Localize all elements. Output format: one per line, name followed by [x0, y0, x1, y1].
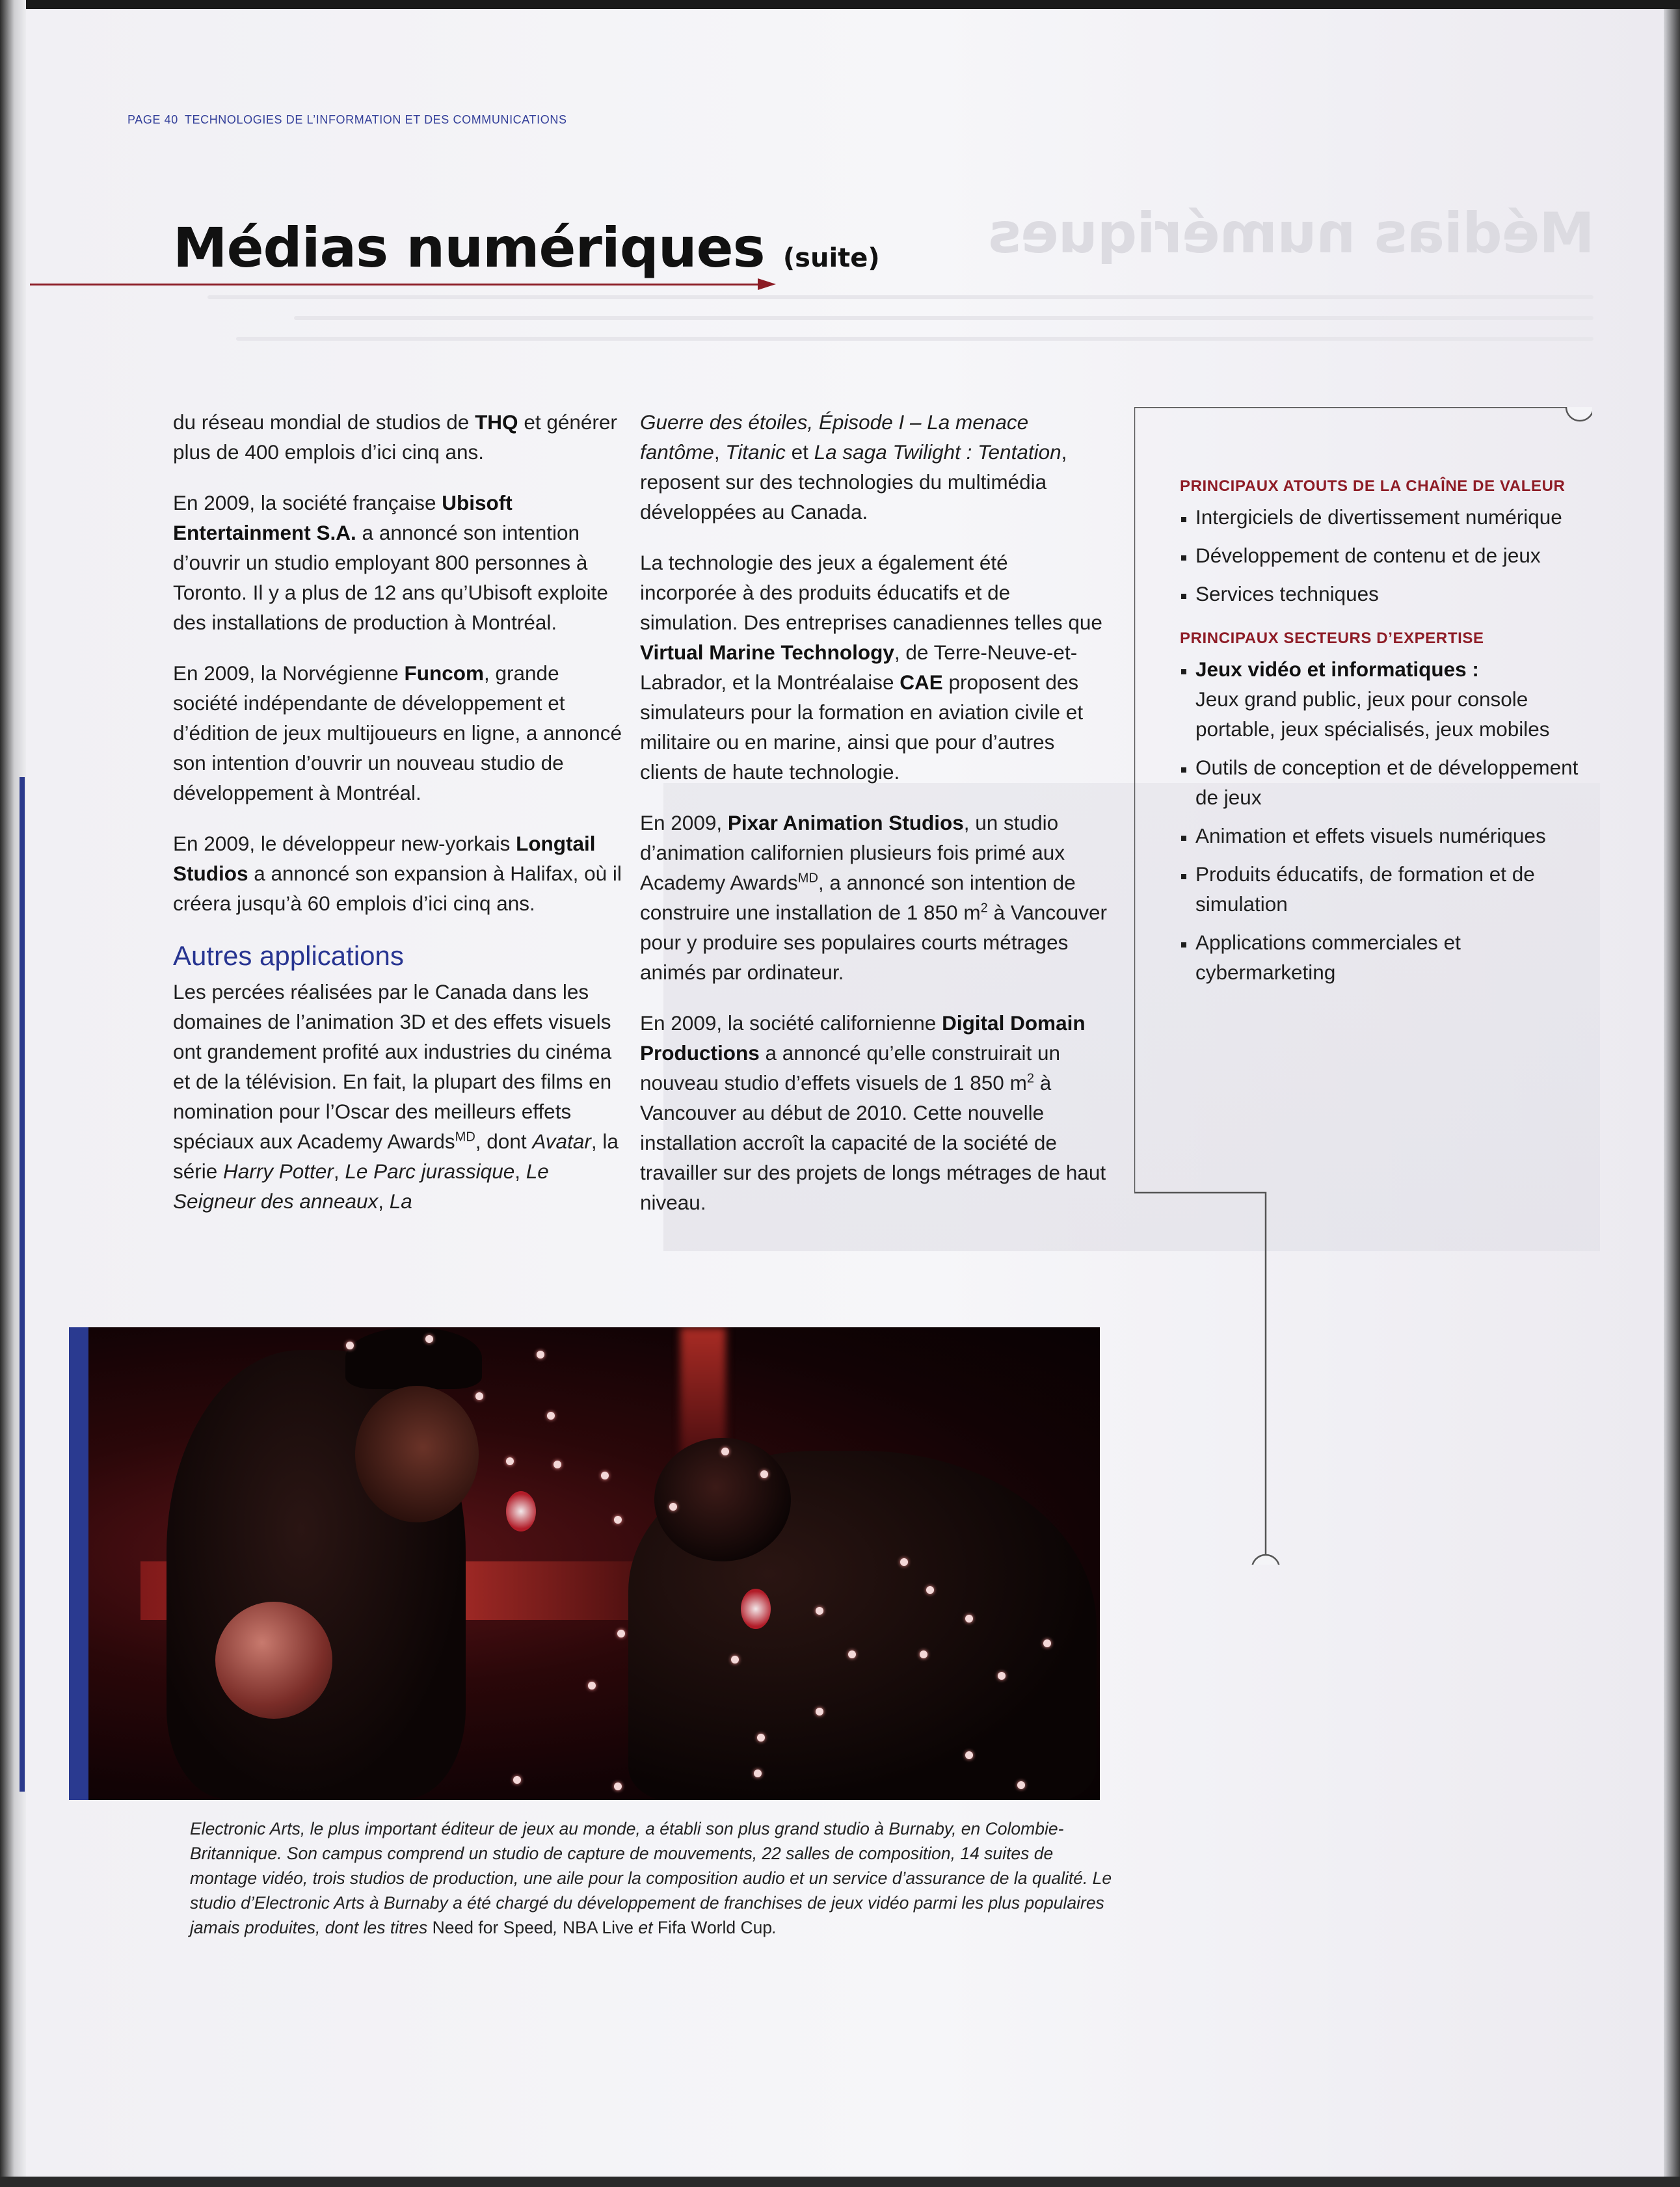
list-item: Animation et effets visuels numériques: [1180, 821, 1596, 851]
company-name: Virtual Marine Technology: [640, 641, 894, 664]
mocap-badge-icon: [506, 1491, 536, 1531]
text-run: , dont: [475, 1130, 533, 1153]
game-title: Fifa World Cup: [657, 1918, 773, 1937]
photo-ball: [215, 1602, 332, 1719]
mocap-marker: [617, 1630, 625, 1637]
paragraph: [640, 808, 1108, 987]
section-title: TECHNOLOGIES DE L’INFORMATION ET DES COMMUNICATIONS: [184, 113, 567, 126]
text-column-2: [640, 407, 1108, 1238]
game-title: NBA Live: [563, 1918, 634, 1937]
text-run: En 2009, le développeur new-yorkais: [173, 832, 516, 855]
list-item-detail: Jeux grand public, jeux pour console portable, jeux spécialisés, jeux mobiles: [1195, 687, 1550, 741]
spine-blue-stripe: [20, 777, 25, 1792]
film-title: Avatar: [532, 1130, 591, 1153]
text-run: du réseau mondial de studios de: [173, 410, 475, 434]
exponent: 2: [1026, 1071, 1034, 1086]
sidebar-heading-expertise: PRINCIPAUX SECTEURS D’EXPERTISE: [1180, 630, 1484, 647]
list-item: Services techniques: [1180, 579, 1596, 609]
text-run: , a annoncé son intention de construire une installation de 1 850 m: [640, 871, 1076, 924]
mocap-marker: [588, 1682, 596, 1690]
text-run: et générer plus de 400 emplois d’ici cinq ans.: [173, 410, 617, 464]
mocap-marker: [998, 1672, 1006, 1680]
list-item: Applications commerciales et cybermarketing: [1180, 927, 1596, 987]
title-underline: [30, 284, 768, 285]
film-title: La: [389, 1189, 412, 1213]
list-item: Outils de conception et de développement de jeux: [1180, 752, 1596, 812]
mocap-marker: [848, 1650, 856, 1658]
page-title-suffix: (suite): [782, 243, 880, 273]
text-run: , reposent sur des technologies du multimédia développées au Canada.: [640, 440, 1067, 524]
paragraph: [173, 488, 628, 637]
mocap-marker: [1043, 1639, 1051, 1647]
sidebar-heading-value-chain: PRINCIPAUX ATOUTS DE LA CHAÎNE DE VALEUR: [1180, 477, 1566, 495]
text-run: , la série: [173, 1130, 619, 1183]
page-title: [173, 216, 880, 280]
company-name: Longtail Studios: [173, 832, 596, 885]
text-run: ,: [333, 1160, 345, 1183]
paragraph: [173, 407, 628, 467]
film-title: Harry Potter: [223, 1160, 334, 1183]
company-name: CAE: [900, 670, 943, 694]
section-heading: Autres applications: [173, 940, 404, 971]
mocap-marker: [754, 1769, 762, 1777]
company-name: Pixar Animation Studios: [727, 811, 964, 834]
list-item: Intergiciels de divertissement numérique: [1180, 502, 1596, 532]
text-run: et: [785, 440, 814, 464]
list-item: Produits éducatifs, de formation et de simulation: [1180, 859, 1596, 919]
text-run: Les percées réalisées par le Canada dans les domaines de l’animation 3D et des effets visuels ont grandement profité aux industries du cinéma et de la télévision. En fait, la plupart des films en nomination pour l’Oscar des meilleurs effets spéciaux aux Academy Awards: [173, 980, 612, 1153]
mocap-marker: [731, 1656, 739, 1663]
company-name: Digital Domain Productions: [640, 1011, 1086, 1065]
connector-circle-bottom: [1252, 1555, 1279, 1565]
mocap-marker: [547, 1412, 555, 1420]
mocap-marker: [1017, 1781, 1025, 1789]
text-run: , de Terre-Neuve-et-Labrador, et la Montréalaise: [640, 641, 1078, 694]
mocap-marker: [816, 1607, 823, 1615]
text-run: a annoncé son expansion à Halifax, où il créera jusqu’à 60 emplois d’ici cinq ans.: [173, 862, 622, 915]
mocap-marker: [346, 1342, 354, 1349]
text-run: , un studio d’animation californien plusieurs fois primé aux Academy Awards: [640, 811, 1065, 894]
text-column-1: [173, 407, 628, 1237]
text-run: a annoncé son intention d’ouvrir un studio employant 800 personnes à Toronto. Il y a plus de 12 ans qu’Ubisoft exploite des installations de production à Montréal.: [173, 521, 608, 634]
text-run: ,: [514, 1160, 526, 1183]
text-run: La technologie des jeux a également été incorporée à des produits éducatifs et de simulation. Des entreprises canadiennes telles que: [640, 551, 1102, 634]
photo-caption: [190, 1816, 1113, 1940]
film-title: Le Seigneur des anneaux: [173, 1160, 549, 1213]
expertise-list: [1180, 654, 1596, 987]
text-run: En 2009, la société française: [173, 491, 442, 514]
text-run: à Vancouver au début de 2010. Cette nouvelle installation accroît la capacité de la société de travailler sur des projets de longs métrages de haut niveau.: [640, 1071, 1106, 1214]
list-item-heading: Jeux vidéo et informatiques :: [1195, 657, 1479, 681]
text-run: En 2009, la société californienne: [640, 1011, 942, 1035]
mocap-marker: [760, 1470, 768, 1478]
game-title: Need for Speed: [432, 1918, 553, 1937]
caption-text: et: [633, 1918, 658, 1937]
mocap-marker: [900, 1558, 908, 1566]
text-run: à Vancouver pour y produire ses populaires courts métrages animés par ordinateur.: [640, 901, 1107, 984]
show-through-lines: [150, 295, 1593, 358]
text-run: proposent des simulateurs pour la formation en aviation civile et militaire ou en marine, ainsi que pour d’autres clients de haute technologie.: [640, 670, 1084, 784]
caption-text: Electronic Arts, le plus important éditeur de jeux au monde, a établi son plus grand studio à Burnaby, en Colombie-Britannique. Son campus comprend un studio de capture de mouvements, 22 salles de composition, 14 suites de montage vidéo, trois studios de production, une aile pour la composition audio et un service d’assurance de la qualité. Le studio d’Electronic Arts à Burnaby a été chargé du développement de franchises de jeux vidéo parmi les plus populaires jamais produites, dont les titres: [190, 1819, 1112, 1937]
mocap-marker: [425, 1335, 433, 1343]
text-run: En 2009,: [640, 811, 728, 834]
paragraph: [640, 1008, 1108, 1217]
page-title-main: Médias numériques: [173, 216, 765, 280]
trademark-mark: MD: [455, 1130, 475, 1145]
mocap-marker: [926, 1586, 934, 1594]
list-item: [1180, 654, 1596, 744]
mocap-marker: [475, 1392, 483, 1400]
mocap-marker: [816, 1708, 823, 1716]
mocap-marker: [513, 1776, 521, 1784]
mocap-marker: [669, 1503, 677, 1511]
sidebar-panel: [1180, 477, 1596, 1008]
list-item: Développement de contenu et de jeux: [1180, 540, 1596, 570]
film-title: Le Parc jurassique: [345, 1160, 515, 1183]
mocap-marker: [614, 1783, 622, 1790]
photo-blue-edge: [69, 1327, 88, 1800]
page-number: PAGE 40: [127, 113, 178, 126]
paragraph: [173, 828, 628, 918]
binding-spine: [0, 0, 26, 2187]
running-header: [127, 113, 567, 127]
photo-actor-2-head: [654, 1438, 791, 1561]
document-page: [26, 9, 1664, 2179]
caption-text: ,: [553, 1918, 563, 1937]
text-run: , grande société indépendante de développement et d’édition de jeux multijoueurs en ligne, a annoncé son intention d’ouvrir un nouveau studio de développement à Montréal.: [173, 661, 622, 804]
caption-text: .: [772, 1918, 777, 1937]
mocap-marker: [757, 1734, 765, 1742]
mocap-marker: [614, 1516, 622, 1524]
film-title: Guerre des étoiles, Épisode I – La menace fantôme: [640, 410, 1029, 464]
text-run: ,: [378, 1189, 390, 1213]
paragraph: [173, 658, 628, 808]
paragraph: [173, 977, 628, 1216]
mocap-marker: [920, 1650, 927, 1658]
connector-circle-top: [1566, 407, 1592, 421]
value-chain-list: [1180, 502, 1596, 609]
mocap-marker: [601, 1472, 609, 1479]
show-through-title: Médias numériques: [989, 201, 1595, 266]
title-arrow-icon: [758, 278, 776, 290]
bottom-edge: [0, 2177, 1680, 2187]
mocap-marker: [537, 1351, 544, 1359]
mocap-badge-icon: [741, 1589, 771, 1629]
photo-actor-face: [355, 1386, 479, 1522]
company-name: Ubisoft Entertainment S.A.: [173, 491, 513, 544]
text-run: a annoncé qu’elle construirait un nouveau studio d’effets visuels de 1 850 m: [640, 1041, 1061, 1094]
paragraph: [640, 407, 1108, 527]
exponent: 2: [980, 901, 988, 916]
text-run: ,: [713, 440, 726, 464]
motion-capture-photo: [69, 1327, 1100, 1800]
mocap-marker: [965, 1751, 973, 1759]
photo-mocap-cap: [345, 1327, 482, 1389]
film-title: Titanic: [725, 440, 786, 464]
mocap-marker: [721, 1448, 729, 1455]
company-name: Funcom: [404, 661, 484, 685]
company-name: THQ: [475, 410, 518, 434]
mocap-marker: [553, 1461, 561, 1468]
trademark-mark: MD: [797, 871, 818, 886]
mocap-marker: [965, 1615, 973, 1623]
text-run: En 2009, la Norvégienne: [173, 661, 405, 685]
film-title: La saga Twilight : Tentation: [814, 440, 1061, 464]
mocap-marker: [506, 1457, 514, 1465]
paragraph: [640, 548, 1108, 787]
